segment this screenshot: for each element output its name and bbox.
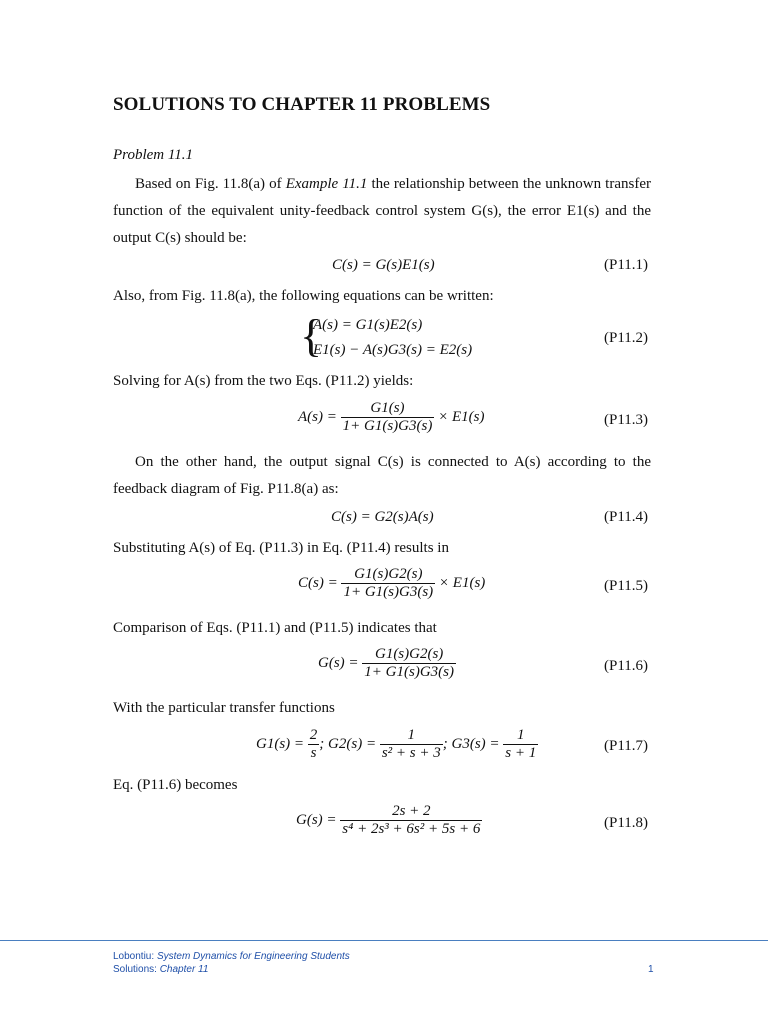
paragraph-3: Solving for A(s) from the two Eqs. (P11.2) yields: [113, 373, 414, 389]
equation-p11-3-rhs: × E1(s) [438, 408, 485, 425]
fraction-2-denominator: s² + s + 3 [381, 745, 441, 761]
equation-label-p11-5: (P11.5) [604, 578, 649, 594]
paragraph-6: Comparison of Eqs. (P11.1) and (P11.5) indicates that [113, 620, 437, 636]
equation-p11-2-line-1: A(s) = G1(s)E2(s) [313, 317, 423, 333]
paragraph-1-text-b: the relationship between the unknown transfer function of the equivalent unity-feedback control system G(s), the error E1(s) and the output C(s) should be: [113, 176, 651, 246]
equation-p11-7-fraction-3 [503, 727, 538, 762]
equation-p11-5-denominator: 1+ G1(s)G3(s) [343, 584, 434, 600]
equation-label-p11-4: (P11.4) [604, 509, 649, 525]
equation-p11-3-numerator: G1(s) [370, 400, 405, 416]
equation-p11-5-lhs: C(s) = [298, 574, 338, 591]
paragraph-2: Also, from Fig. 11.8(a), the following equations can be written: [113, 288, 494, 304]
equation-p11-5-fraction [341, 566, 435, 601]
equation-p11-7-fraction-2 [380, 727, 443, 762]
problem-heading: Problem 11.1 [113, 147, 193, 163]
equation-p11-8-denominator: s⁴ + 2s³ + 6s² + 5s + 6 [342, 821, 481, 837]
fraction-1-numerator: 2 [309, 727, 318, 743]
paragraph-5: Substituting A(s) of Eq. (P11.3) in Eq. (P11.4) results in [113, 540, 449, 556]
paragraph-7: With the particular transfer functions [113, 700, 335, 716]
footer-book-title: System Dynamics for Engineering Students [156, 951, 350, 962]
page-title: SOLUTIONS TO CHAPTER 11 PROBLEMS [113, 94, 491, 115]
equation-label-p11-7: (P11.7) [604, 738, 649, 754]
equation-p11-3 [298, 400, 484, 435]
page-number: 1 [648, 964, 654, 975]
equation-p11-6-fraction [362, 646, 456, 681]
paragraph-1-example-ref: Example 11.1 [285, 176, 368, 192]
equation-p11-7 [256, 727, 538, 762]
equation-label-p11-8: (P11.8) [604, 815, 649, 831]
fraction-3-numerator: 1 [517, 727, 525, 743]
paragraph-1-text-a: Based on Fig. 11.8(a) of [135, 176, 286, 192]
equation-p11-2-line-2: E1(s) − A(s)G3(s) = E2(s) [313, 342, 473, 358]
paragraph-1 [113, 171, 651, 252]
equation-p11-7-g1: G1(s) = [256, 735, 305, 752]
equation-p11-8 [296, 803, 482, 838]
equation-p11-3-fraction [341, 400, 435, 435]
equation-p11-7-fraction-1 [308, 727, 320, 762]
fraction-1-denominator: s [308, 744, 320, 762]
equation-label-p11-1: (P11.1) [604, 257, 649, 273]
equation-p11-5-rhs: × E1(s) [438, 574, 486, 591]
equation-p11-3-lhs: A(s) = [298, 408, 337, 425]
footer-divider [0, 940, 768, 941]
equation-p11-8-numerator: 2s + 2 [392, 803, 431, 819]
equation-label-p11-2: (P11.2) [604, 330, 649, 346]
footer-book-line [113, 951, 350, 962]
equation-p11-6-lhs: G(s) = [318, 654, 359, 671]
paragraph-4: On the other hand, the output signal C(s) is connected to A(s) according to the feedback diagram of Fig. P11.8(a) as: [113, 454, 651, 497]
equation-p11-6 [318, 646, 456, 681]
equation-p11-4: C(s) = G2(s)A(s) [331, 509, 434, 525]
equation-p11-7-g2: ; G2(s) = [319, 735, 377, 752]
equation-p11-1: C(s) = G(s)E1(s) [332, 257, 435, 273]
equation-p11-8-fraction [340, 803, 482, 838]
brace-symbol: { [300, 310, 323, 361]
footer-solutions: Solutions: [113, 964, 160, 975]
equation-p11-8-lhs: G(s) = [296, 811, 337, 828]
equation-p11-6-denominator: 1+ G1(s)G3(s) [364, 664, 454, 680]
paragraph-8: Eq. (P11.6) becomes [113, 777, 238, 793]
equation-label-p11-3: (P11.3) [604, 412, 649, 428]
equation-p11-5-numerator: G1(s)G2(s) [354, 566, 423, 582]
footer-author: Lobontiu: [113, 951, 157, 962]
equation-p11-6-numerator: G1(s)G2(s) [374, 646, 444, 662]
equation-label-p11-6: (P11.6) [604, 658, 649, 674]
equation-p11-7-g3: ; G3(s) = [442, 735, 500, 752]
equation-p11-3-denominator: 1+ G1(s)G3(s) [342, 418, 433, 434]
footer-chapter-line [113, 964, 208, 975]
footer-chapter: Chapter 11 [159, 964, 209, 975]
fraction-2-numerator: 1 [407, 727, 416, 743]
equation-p11-5 [298, 566, 485, 601]
fraction-3-denominator: s + 1 [505, 745, 537, 761]
